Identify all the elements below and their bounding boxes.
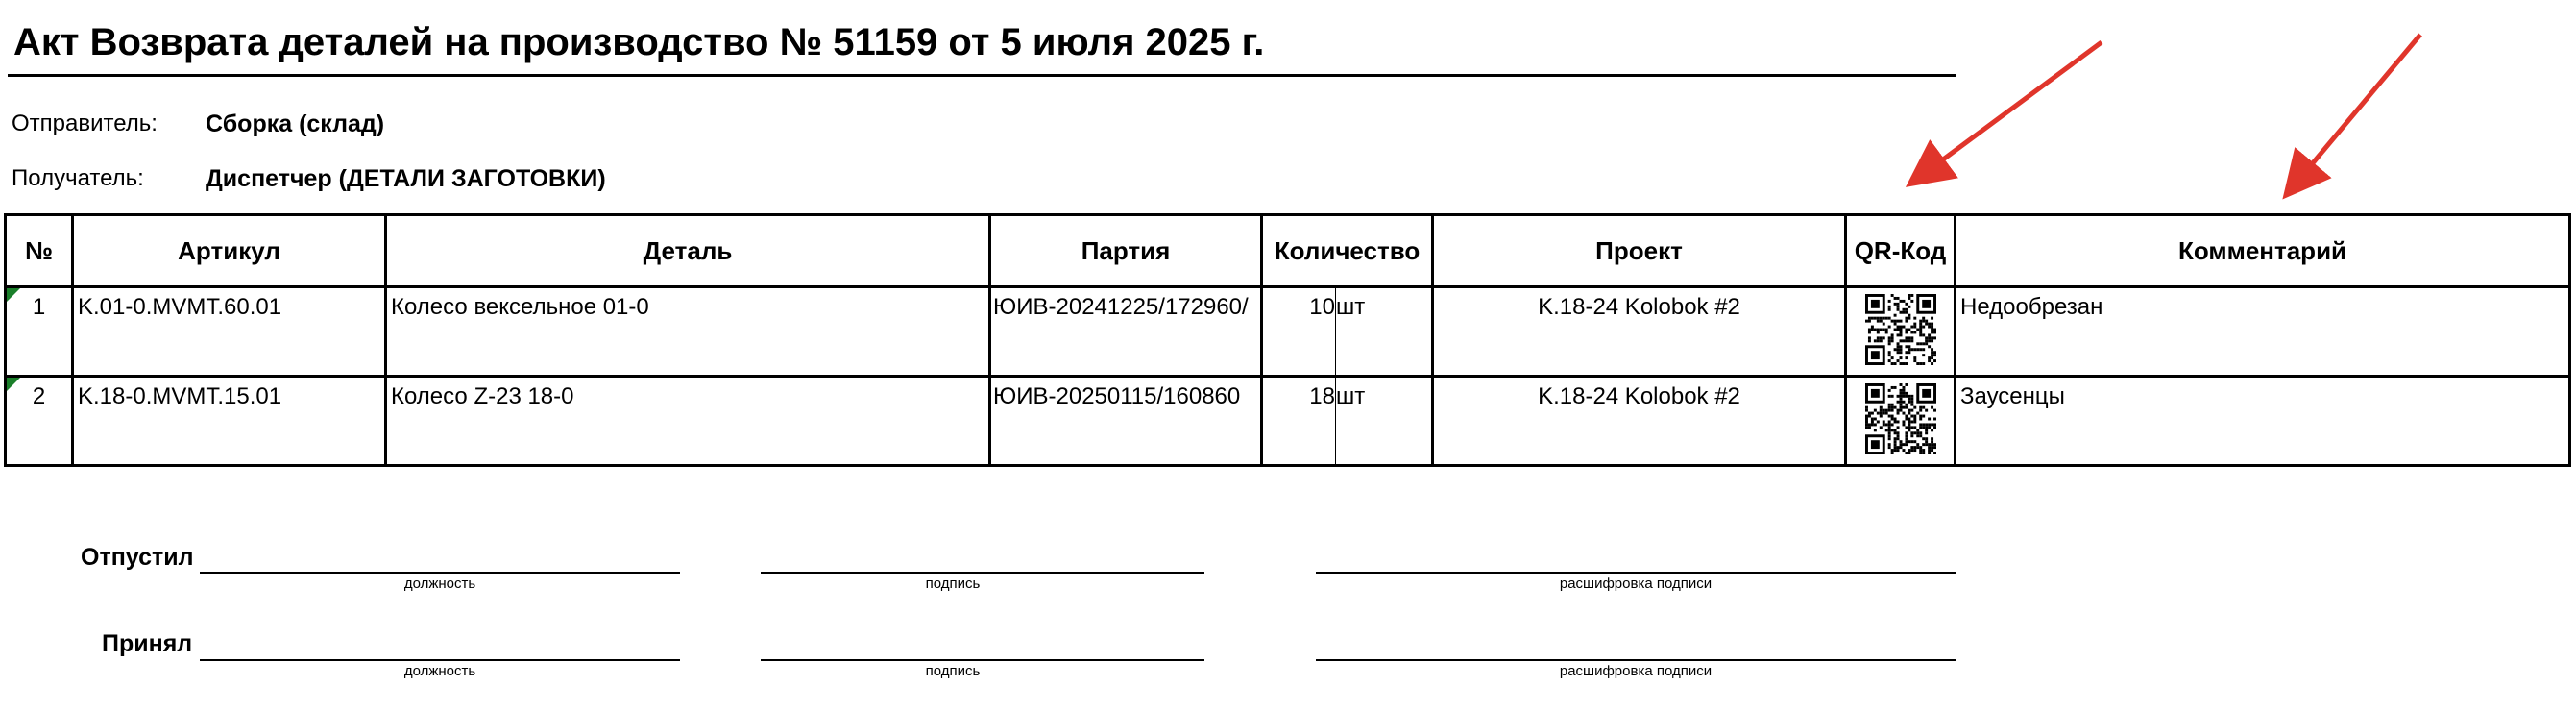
header-number: № — [6, 215, 73, 287]
receiver-label: Получатель: — [12, 165, 144, 191]
released-by-label: Отпустил — [81, 544, 194, 571]
document-title: Акт Возврата деталей на производство № 51159 от 5 июля 2025 г. — [13, 21, 1265, 63]
quantity-value: 10 — [1309, 294, 1335, 320]
accepted-position-caption: должность — [403, 663, 476, 679]
header-comment: Комментарий — [1956, 215, 2570, 287]
sender-label: Отправитель: — [12, 110, 158, 136]
part-value: Колесо вексельное 01-0 — [391, 294, 649, 320]
batch-value: ЮИВ-20250115/160860 — [993, 383, 1241, 409]
released-signature-caption: подпись — [925, 576, 981, 592]
batch-value: ЮИВ-20241225/172960/ — [993, 294, 1249, 320]
article-value: K.18-0.MVMT.15.01 — [78, 383, 282, 409]
project-value: K.18-24 Kolobok #2 — [1538, 294, 1740, 320]
header-project: Проект — [1433, 215, 1846, 287]
header-part: Деталь — [386, 215, 990, 287]
sender-value: Сборка (склад) — [206, 110, 385, 137]
comment-value: Заусенцы — [1960, 383, 2065, 409]
header-batch: Партия — [990, 215, 1262, 287]
receiver-value: Диспетчер (ДЕТАЛИ ЗАГОТОВКИ) — [206, 165, 606, 192]
accepted-by-label: Принял — [102, 630, 193, 657]
comment-value: Недообрезан — [1960, 294, 2103, 320]
accepted-decoding-caption: расшифровка подписи — [1559, 663, 1713, 679]
accepted-signature-caption: подпись — [925, 663, 981, 679]
unit-value: шт — [1336, 383, 1366, 409]
header-article: Артикул — [73, 215, 386, 287]
header-quantity: Количество — [1262, 215, 1433, 287]
project-value: K.18-24 Kolobok #2 — [1538, 383, 1740, 409]
unit-value: шт — [1336, 294, 1366, 320]
article-value: K.01-0.MVMT.60.01 — [78, 294, 282, 320]
header-qr-code: QR-Код — [1846, 215, 1956, 287]
arrow-to-qr-icon — [1917, 42, 2102, 179]
released-position-caption: должность — [403, 576, 476, 592]
quantity-value: 18 — [1309, 383, 1335, 409]
arrow-to-comment-icon — [2292, 35, 2420, 188]
row-number: 1 — [32, 294, 46, 320]
row-number: 2 — [32, 383, 46, 409]
released-decoding-caption: расшифровка подписи — [1559, 576, 1713, 592]
part-value: Колесо Z-23 18-0 — [391, 383, 574, 409]
